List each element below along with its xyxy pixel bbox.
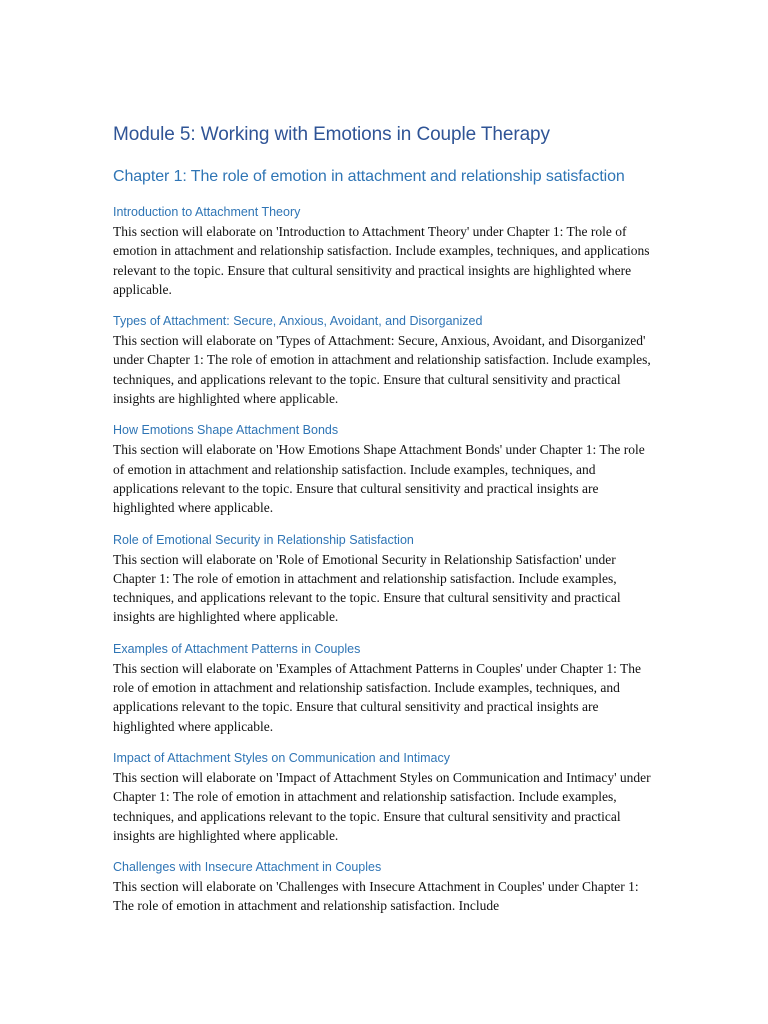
- section-body: This section will elaborate on 'Types of Attachment: Secure, Anxious, Avoidant, and Disorganized' under Chapter 1: The role of emotion in attachment and relationship satisfaction. Include examples, techniques, and applications relevant to the topic. Ensure that cultural sensitivity and practical insights are highlighted where applicable.: [113, 333, 651, 407]
- section-heading: How Emotions Shape Attachment Bonds: [113, 423, 339, 438]
- module-title: Module 5: Working with Emotions in Couple Therapy: [113, 124, 550, 145]
- section-introduction: [113, 203, 658, 299]
- section-heading: Introduction to Attachment Theory: [113, 205, 301, 219]
- section-attachment-patterns: [113, 640, 658, 736]
- section-body: This section will elaborate on 'Impact of Attachment Styles on Communication and Intimacy' under Chapter 1: The role of emotion in attachment and relationship satisfaction. Include examples, techniques, and applications relevant to the topic. Ensure that cultural sensitivity and practical insights are highlighted where applicable.: [113, 769, 651, 843]
- section-heading: Impact of Attachment Styles on Communication and Intimacy: [113, 750, 450, 765]
- section-emotions-shape-bonds: [113, 421, 658, 517]
- section-body: This section will elaborate on 'Examples of Attachment Patterns in Couples' under Chapter 1: The role of emotion in attachment and relationship satisfaction. Include examples, techniques, and applications relevant to the topic. Ensure that cultural sensitivity and practical insights are highlighted where applicable.: [113, 660, 641, 734]
- section-heading: Types of Attachment: Secure, Anxious, Avoidant, and Disorganized: [113, 314, 483, 329]
- section-body: This section will elaborate on 'Role of Emotional Security in Relationship Satisfaction' under Chapter 1: The role of emotion in attachment and relationship satisfaction. Include examples, techniques, and applications relevant to the topic. Ensure that cultural sensitivity and practical insights are highlighted where applicable.: [113, 551, 621, 625]
- section-insecure-attachment: [113, 858, 658, 916]
- section-types-of-attachment: [113, 312, 658, 408]
- section-body: This section will elaborate on 'Introduction to Attachment Theory' under Chapter 1: The role of emotion in attachment and relationship satisfaction. Include examples, techniques, and applications relevant to the topic. Ensure that cultural sensitivity and practical insights are highlighted where applicable.: [113, 224, 650, 297]
- section-body: This section will elaborate on 'Challenges with Insecure Attachment in Couples' under Chapter 1: The role of emotion in attachment and relationship satisfaction. Include: [113, 879, 639, 914]
- section-heading: Challenges with Insecure Attachment in Couples: [113, 860, 382, 875]
- section-heading: Examples of Attachment Patterns in Couples: [113, 641, 361, 656]
- section-body: This section will elaborate on 'How Emotions Shape Attachment Bonds' under Chapter 1: The role of emotion in attachment and relationship satisfaction. Include examples, techniques, and applications relevant to the topic. Ensure that cultural sensitivity and practical insights are highlighted where applicable.: [113, 442, 645, 516]
- section-emotional-security: [113, 531, 658, 627]
- chapter-title: Chapter 1: The role of emotion in attachment and relationship satisfaction: [113, 168, 625, 185]
- section-heading: Role of Emotional Security in Relationship Satisfaction: [113, 532, 414, 547]
- section-communication-intimacy: [113, 749, 658, 845]
